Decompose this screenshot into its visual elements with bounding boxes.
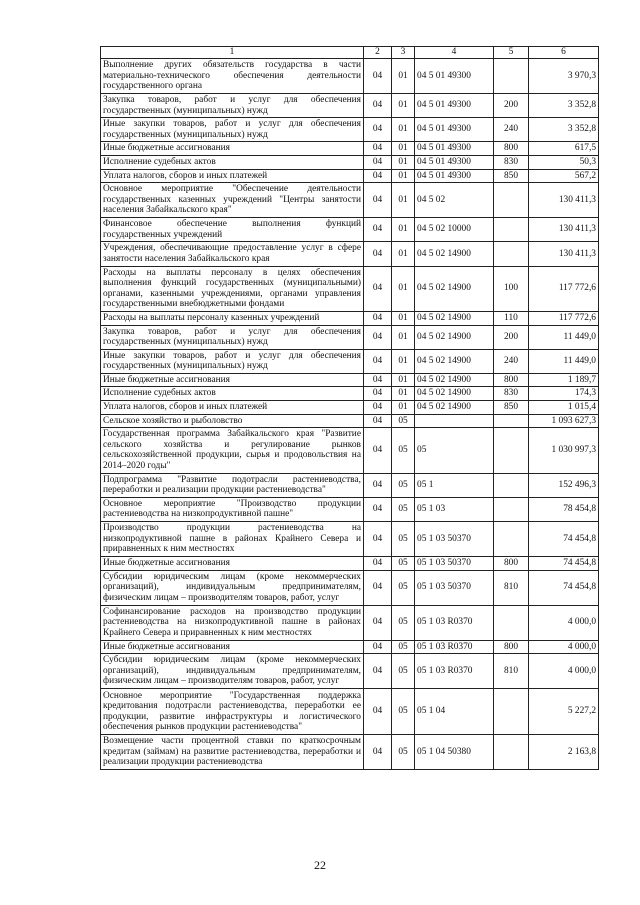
cell-subsection: 05 bbox=[392, 522, 415, 557]
table-row bbox=[101, 349, 599, 373]
cell-expense-type bbox=[494, 735, 529, 770]
cell-target-code: 04 5 02 14900 bbox=[415, 387, 494, 401]
cell-amount: 3 352,8 bbox=[529, 118, 599, 142]
col-header-amount: 6 bbox=[529, 47, 599, 59]
table-header-row bbox=[101, 47, 599, 59]
cell-target-code: 04 5 02 bbox=[415, 183, 494, 218]
cell-amount: 567,2 bbox=[529, 169, 599, 183]
cell-amount: 3 970,3 bbox=[529, 59, 599, 94]
cell-expense-type: 830 bbox=[494, 387, 529, 401]
col-header-subsection: 3 bbox=[392, 47, 415, 59]
cell-target-code: 04 5 02 14900 bbox=[415, 373, 494, 387]
cell-subsection: 01 bbox=[392, 183, 415, 218]
cell-amount: 74 454,8 bbox=[529, 570, 599, 605]
page-number: 22 bbox=[314, 858, 326, 872]
cell-amount: 11 449,0 bbox=[529, 325, 599, 349]
cell-section: 04 bbox=[364, 497, 392, 521]
table-row bbox=[101, 373, 599, 387]
table-row bbox=[101, 557, 599, 571]
cell-name: Софинансирование расходов на производство продукции растениеводства на низкопродуктивной пашне в районах Крайнего Севера и приравненных к ним местностях bbox=[101, 605, 364, 640]
table-row bbox=[101, 94, 599, 118]
cell-target-code: 04 5 02 14900 bbox=[415, 401, 494, 415]
cell-section: 04 bbox=[364, 689, 392, 735]
col-header-name: 1 bbox=[101, 47, 364, 59]
table-row bbox=[101, 605, 599, 640]
cell-name: Государственная программа Забайкальского края "Развитие сельского хозяйства и регулирование рынков сельскохозяйственной продукции, сырья и продовольствия на 2014–2020 годы" bbox=[101, 428, 364, 473]
cell-expense-type: 810 bbox=[494, 570, 529, 605]
cell-target-code: 04 5 01 49300 bbox=[415, 142, 494, 156]
cell-amount: 74 454,8 bbox=[529, 557, 599, 571]
cell-target-code: 05 1 03 R0370 bbox=[415, 654, 494, 689]
cell-subsection: 01 bbox=[392, 401, 415, 415]
table-row bbox=[101, 266, 599, 311]
cell-subsection: 01 bbox=[392, 59, 415, 94]
cell-name: Уплата налогов, сборов и иных платежей bbox=[101, 169, 364, 183]
cell-expense-type: 240 bbox=[494, 118, 529, 142]
cell-amount: 152 496,3 bbox=[529, 473, 599, 497]
cell-amount: 117 772,6 bbox=[529, 266, 599, 311]
table-row bbox=[101, 155, 599, 169]
table-body bbox=[101, 59, 599, 770]
cell-subsection: 05 bbox=[392, 428, 415, 473]
table-row bbox=[101, 242, 599, 266]
table-row bbox=[101, 654, 599, 689]
cell-target-code: 04 5 02 14900 bbox=[415, 349, 494, 373]
cell-amount: 130 411,3 bbox=[529, 183, 599, 218]
col-header-target-code: 4 bbox=[415, 47, 494, 59]
cell-section: 04 bbox=[364, 373, 392, 387]
cell-subsection: 05 bbox=[392, 414, 415, 428]
cell-target-code: 05 1 03 R0370 bbox=[415, 640, 494, 654]
cell-name: Иные бюджетные ассигнования bbox=[101, 373, 364, 387]
cell-name: Выполнение других обязательств государства в части материально-технического обеспечения деятельности государственного органа bbox=[101, 59, 364, 94]
cell-section: 04 bbox=[364, 605, 392, 640]
cell-amount: 3 352,8 bbox=[529, 94, 599, 118]
cell-subsection: 05 bbox=[392, 689, 415, 735]
cell-target-code: 04 5 01 49300 bbox=[415, 155, 494, 169]
table-row bbox=[101, 522, 599, 557]
cell-section: 04 bbox=[364, 59, 392, 94]
cell-name: Сельское хозяйство и рыболовство bbox=[101, 414, 364, 428]
cell-amount: 130 411,3 bbox=[529, 242, 599, 266]
cell-section: 04 bbox=[364, 183, 392, 218]
cell-name: Субсидии юридическим лицам (кроме некоммерческих организаций), индивидуальным предпринимателям, физическим лицам – производителям товаров, работ, услуг bbox=[101, 654, 364, 689]
table-row bbox=[101, 414, 599, 428]
cell-expense-type bbox=[494, 473, 529, 497]
cell-amount: 617,5 bbox=[529, 142, 599, 156]
cell-target-code: 04 5 02 14900 bbox=[415, 242, 494, 266]
table-row bbox=[101, 428, 599, 473]
cell-section: 04 bbox=[364, 118, 392, 142]
cell-name: Закупка товаров, работ и услуг для обеспечения государственных (муниципальных) нужд bbox=[101, 325, 364, 349]
table-row bbox=[101, 473, 599, 497]
cell-subsection: 05 bbox=[392, 557, 415, 571]
cell-subsection: 01 bbox=[392, 218, 415, 242]
cell-name: Иные закупки товаров, работ и услуг для обеспечения государственных (муниципальных) нужд bbox=[101, 118, 364, 142]
cell-subsection: 05 bbox=[392, 497, 415, 521]
cell-section: 04 bbox=[364, 266, 392, 311]
cell-name: Подпрограмма "Развитие подотрасли растениеводства, переработки и реализации продукции растениеводства" bbox=[101, 473, 364, 497]
cell-expense-type: 800 bbox=[494, 142, 529, 156]
cell-subsection: 05 bbox=[392, 570, 415, 605]
table-row bbox=[101, 325, 599, 349]
cell-amount: 1 093 627,3 bbox=[529, 414, 599, 428]
cell-subsection: 01 bbox=[392, 311, 415, 325]
table-row bbox=[101, 570, 599, 605]
cell-target-code: 04 5 01 49300 bbox=[415, 118, 494, 142]
cell-amount: 2 163,8 bbox=[529, 735, 599, 770]
cell-expense-type: 110 bbox=[494, 311, 529, 325]
cell-expense-type bbox=[494, 497, 529, 521]
cell-subsection: 01 bbox=[392, 155, 415, 169]
cell-expense-type: 850 bbox=[494, 169, 529, 183]
cell-amount: 117 772,6 bbox=[529, 311, 599, 325]
cell-name: Иные бюджетные ассигнования bbox=[101, 640, 364, 654]
table-row bbox=[101, 142, 599, 156]
cell-expense-type bbox=[494, 605, 529, 640]
cell-target-code: 05 1 03 50370 bbox=[415, 570, 494, 605]
cell-amount: 1 030 997,3 bbox=[529, 428, 599, 473]
cell-subsection: 05 bbox=[392, 605, 415, 640]
cell-name: Иные закупки товаров, работ и услуг для обеспечения государственных (муниципальных) нужд bbox=[101, 349, 364, 373]
cell-section: 04 bbox=[364, 557, 392, 571]
cell-amount: 4 000,0 bbox=[529, 654, 599, 689]
cell-target-code: 05 1 03 50370 bbox=[415, 522, 494, 557]
cell-subsection: 01 bbox=[392, 373, 415, 387]
cell-expense-type bbox=[494, 183, 529, 218]
cell-section: 04 bbox=[364, 570, 392, 605]
cell-amount: 4 000,0 bbox=[529, 640, 599, 654]
cell-name: Основное мероприятие "Производство продукции растениеводства на низкопродуктивной пашне" bbox=[101, 497, 364, 521]
cell-section: 04 bbox=[364, 94, 392, 118]
cell-amount: 11 449,0 bbox=[529, 349, 599, 373]
cell-section: 04 bbox=[364, 401, 392, 415]
cell-target-code: 05 1 bbox=[415, 473, 494, 497]
table-row bbox=[101, 183, 599, 218]
cell-subsection: 01 bbox=[392, 94, 415, 118]
cell-target-code: 05 1 04 bbox=[415, 689, 494, 735]
cell-name: Субсидии юридическим лицам (кроме некоммерческих организаций), индивидуальным предпринимателям, физическим лицам – производителям товаров, работ, услуг bbox=[101, 570, 364, 605]
cell-target-code: 04 5 02 14900 bbox=[415, 325, 494, 349]
cell-subsection: 01 bbox=[392, 169, 415, 183]
table-row bbox=[101, 59, 599, 94]
cell-name: Возмещение части процентной ставки по краткосрочным кредитам (займам) на развитие растениеводства, переработки и реализации продукции растениеводства bbox=[101, 735, 364, 770]
cell-amount: 78 454,8 bbox=[529, 497, 599, 521]
budget-table bbox=[100, 46, 599, 770]
cell-expense-type bbox=[494, 218, 529, 242]
cell-section: 04 bbox=[364, 169, 392, 183]
cell-subsection: 05 bbox=[392, 473, 415, 497]
cell-expense-type bbox=[494, 242, 529, 266]
cell-expense-type: 240 bbox=[494, 349, 529, 373]
cell-expense-type: 850 bbox=[494, 401, 529, 415]
cell-section: 04 bbox=[364, 428, 392, 473]
cell-amount: 1 015,4 bbox=[529, 401, 599, 415]
cell-subsection: 01 bbox=[392, 349, 415, 373]
cell-section: 04 bbox=[364, 311, 392, 325]
cell-expense-type bbox=[494, 59, 529, 94]
cell-target-code: 04 5 02 14900 bbox=[415, 311, 494, 325]
table-row bbox=[101, 640, 599, 654]
cell-expense-type: 800 bbox=[494, 640, 529, 654]
table-row bbox=[101, 169, 599, 183]
cell-section: 04 bbox=[364, 522, 392, 557]
cell-amount: 174,3 bbox=[529, 387, 599, 401]
cell-name: Закупка товаров, работ и услуг для обеспечения государственных (муниципальных) нужд bbox=[101, 94, 364, 118]
cell-target-code: 04 5 01 49300 bbox=[415, 94, 494, 118]
cell-name: Исполнение судебных актов bbox=[101, 155, 364, 169]
cell-target-code: 05 bbox=[415, 428, 494, 473]
cell-name: Производство продукции растениеводства на низкопродуктивной пашне в районах Крайнего Севера и приравненных к ним местностях bbox=[101, 522, 364, 557]
cell-section: 04 bbox=[364, 242, 392, 266]
cell-subsection: 01 bbox=[392, 325, 415, 349]
col-header-expense-type: 5 bbox=[494, 47, 529, 59]
cell-section: 04 bbox=[364, 155, 392, 169]
table-row bbox=[101, 401, 599, 415]
cell-section: 04 bbox=[364, 735, 392, 770]
col-header-section: 2 bbox=[364, 47, 392, 59]
cell-section: 04 bbox=[364, 640, 392, 654]
table-row bbox=[101, 311, 599, 325]
cell-amount: 4 000,0 bbox=[529, 605, 599, 640]
cell-subsection: 05 bbox=[392, 735, 415, 770]
cell-subsection: 01 bbox=[392, 266, 415, 311]
cell-name: Иные бюджетные ассигнования bbox=[101, 557, 364, 571]
cell-section: 04 bbox=[364, 349, 392, 373]
cell-section: 04 bbox=[364, 473, 392, 497]
cell-section: 04 bbox=[364, 218, 392, 242]
cell-expense-type: 200 bbox=[494, 94, 529, 118]
cell-expense-type: 810 bbox=[494, 654, 529, 689]
cell-name: Расходы на выплаты персоналу казенных учреждений bbox=[101, 311, 364, 325]
cell-amount: 50,3 bbox=[529, 155, 599, 169]
cell-subsection: 01 bbox=[392, 118, 415, 142]
cell-expense-type: 200 bbox=[494, 325, 529, 349]
cell-section: 04 bbox=[364, 387, 392, 401]
table-row bbox=[101, 689, 599, 735]
cell-target-code: 05 1 04 50380 bbox=[415, 735, 494, 770]
table-row bbox=[101, 735, 599, 770]
cell-name: Иные бюджетные ассигнования bbox=[101, 142, 364, 156]
table-row bbox=[101, 497, 599, 521]
cell-section: 04 bbox=[364, 414, 392, 428]
cell-name: Основное мероприятие "Государственная поддержка кредитования подотрасли растениеводства, переработки ее продукции, развитие инфраструктуры и логистического обеспечения рынков продукции растениеводства" bbox=[101, 689, 364, 735]
cell-target-code: 05 1 03 50370 bbox=[415, 557, 494, 571]
cell-section: 04 bbox=[364, 142, 392, 156]
cell-target-code: 04 5 01 49300 bbox=[415, 59, 494, 94]
cell-expense-type: 800 bbox=[494, 557, 529, 571]
cell-amount: 74 454,8 bbox=[529, 522, 599, 557]
table-row bbox=[101, 118, 599, 142]
cell-name: Расходы на выплаты персоналу в целях обеспечения выполнения функций государственных (муниципальными) органами, казенными учреждениями, органами управления государственными внебюджетными фондами bbox=[101, 266, 364, 311]
cell-name: Уплата налогов, сборов и иных платежей bbox=[101, 401, 364, 415]
cell-target-code: 05 1 03 R0370 bbox=[415, 605, 494, 640]
cell-name: Учреждения, обеспечивающие предоставление услуг в сфере занятости населения Забайкальского края bbox=[101, 242, 364, 266]
cell-target-code: 04 5 02 10000 bbox=[415, 218, 494, 242]
cell-expense-type bbox=[494, 414, 529, 428]
cell-target-code: 05 1 03 bbox=[415, 497, 494, 521]
cell-name: Исполнение судебных актов bbox=[101, 387, 364, 401]
cell-amount: 1 189,7 bbox=[529, 373, 599, 387]
cell-subsection: 01 bbox=[392, 387, 415, 401]
cell-subsection: 01 bbox=[392, 142, 415, 156]
cell-name: Финансовое обеспечение выполнения функций государственных учреждений bbox=[101, 218, 364, 242]
cell-expense-type bbox=[494, 522, 529, 557]
cell-expense-type bbox=[494, 689, 529, 735]
cell-amount: 130 411,3 bbox=[529, 218, 599, 242]
table-row bbox=[101, 218, 599, 242]
cell-target-code: 04 5 01 49300 bbox=[415, 169, 494, 183]
cell-target-code: 04 5 02 14900 bbox=[415, 266, 494, 311]
cell-name: Основное мероприятие "Обеспечение деятельности государственных казенных учреждений "Центры занятости населения Забайкальского края" bbox=[101, 183, 364, 218]
cell-expense-type bbox=[494, 428, 529, 473]
cell-subsection: 05 bbox=[392, 654, 415, 689]
cell-amount: 5 227,2 bbox=[529, 689, 599, 735]
cell-expense-type: 100 bbox=[494, 266, 529, 311]
cell-expense-type: 800 bbox=[494, 373, 529, 387]
cell-section: 04 bbox=[364, 654, 392, 689]
cell-expense-type: 830 bbox=[494, 155, 529, 169]
cell-subsection: 01 bbox=[392, 242, 415, 266]
cell-target-code bbox=[415, 414, 494, 428]
table-row bbox=[101, 387, 599, 401]
cell-section: 04 bbox=[364, 325, 392, 349]
cell-subsection: 05 bbox=[392, 640, 415, 654]
